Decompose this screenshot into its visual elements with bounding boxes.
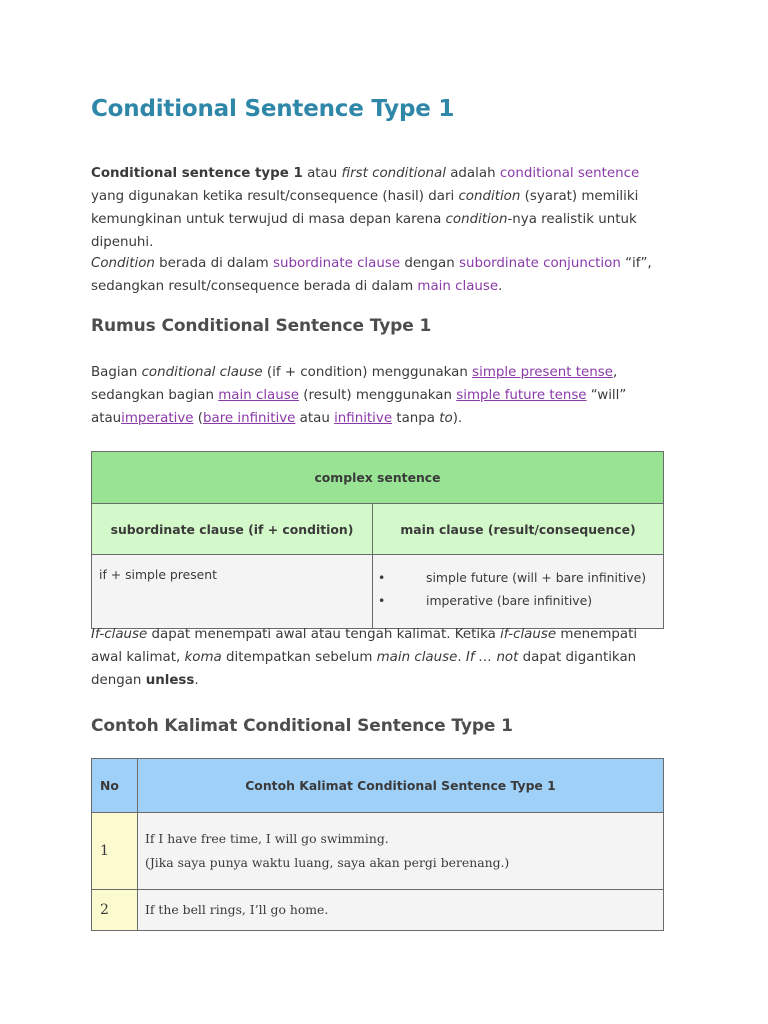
example-cell	[138, 890, 664, 931]
bullet-icon: •	[378, 570, 386, 585]
column-no: No	[92, 759, 138, 813]
column-example: Contoh Kalimat Conditional Sentence Type 1	[138, 759, 664, 813]
link-infinitive[interactable]: infinitive	[334, 411, 393, 426]
example-translation: (Jika saya punya waktu luang, saya akan pergi berenang.)	[145, 855, 510, 870]
column-main-clause: main clause (result/consequence)	[373, 504, 664, 555]
page-title: Conditional Sentence Type 1	[91, 96, 455, 122]
table-header-row	[92, 759, 664, 813]
bullet-icon: •	[378, 593, 386, 608]
table-header-row	[92, 452, 664, 504]
link-bare-infinitive[interactable]: bare infinitive	[203, 411, 296, 426]
row-number: 2	[92, 890, 138, 931]
table-row	[92, 890, 664, 931]
intro-paragraph-2: Condition berada di dalam subordinate clause dengan subordinate conjunction “if”, sedangkan result/consequence berada di dalam main clause.	[91, 256, 652, 294]
cell-main-clause-forms	[373, 555, 664, 629]
keyword-subordinate-conjunction: subordinate conjunction	[459, 256, 621, 271]
bullet-list	[374, 566, 662, 612]
table-subheader-row	[92, 504, 664, 555]
cell-if-simple-present: if + simple present	[92, 555, 373, 629]
intro-paragraph-1: Conditional sentence type 1 atau first conditional adalah conditional sentence yang digunakan ketika result/consequence (hasil) dari condition (syarat) memiliki kemungkinan untuk terwujud di masa depan karena condition-nya realistik untuk dipenuhi.	[91, 166, 640, 250]
row-number: 1	[92, 813, 138, 890]
link-imperative[interactable]: imperative	[121, 411, 194, 426]
link-simple-future-tense[interactable]: simple future tense	[456, 388, 587, 403]
link-simple-present-tense[interactable]: simple present tense	[472, 365, 613, 380]
keyword-conditional-sentence: conditional sentence	[499, 166, 640, 181]
contoh-table	[91, 758, 664, 931]
if-clause-note: If-clause dapat menempati awal atau tengah kalimat. Ketika if-clause menempati awal kalimat, koma ditempatkan sebelum main clause. If … not dapat digantikan dengan unless.	[91, 627, 638, 688]
list-item: • imperative (bare infinitive)	[378, 589, 662, 612]
link-main-clause[interactable]: main clause	[218, 388, 299, 403]
example-english: If the bell rings, I’ll go home.	[145, 902, 329, 917]
keyword-subordinate-clause: subordinate clause	[272, 256, 401, 271]
example-english: If I have free time, I will go swimming.	[145, 831, 389, 846]
table-row	[92, 813, 664, 890]
rumus-table	[91, 451, 664, 629]
list-item: • simple future (will + bare infinitive)	[378, 566, 662, 589]
column-subordinate-clause: subordinate clause (if + condition)	[92, 504, 373, 555]
section-heading-contoh: Contoh Kalimat Conditional Sentence Type 1	[91, 716, 513, 736]
example-cell	[138, 813, 664, 890]
rumus-paragraph: Bagian conditional clause (if + condition) menggunakan simple present tense, sedangkan bagian main clause (result) menggunakan simple future tense “will” atauimperative (bare infinitive atau infinitive tanpa to).	[91, 365, 627, 426]
table-row	[92, 555, 664, 629]
table-header-complex-sentence: complex sentence	[92, 452, 664, 504]
keyword-main-clause: main clause	[417, 279, 499, 294]
section-heading-rumus: Rumus Conditional Sentence Type 1	[91, 316, 432, 336]
